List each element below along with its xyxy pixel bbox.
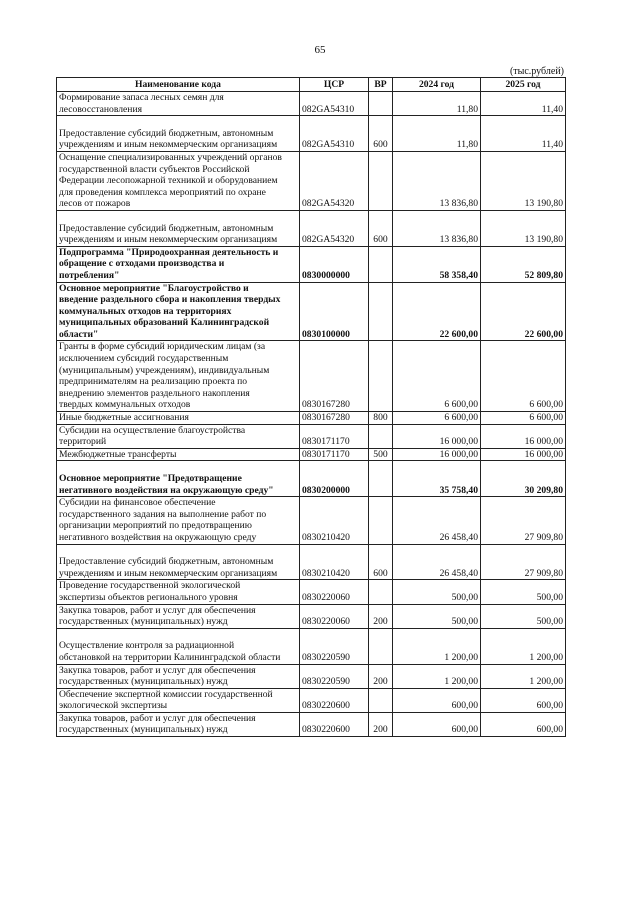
row-csr: 0830171170 bbox=[300, 448, 369, 461]
row-2025: 6 600,00 bbox=[481, 341, 566, 412]
row-2025: 16 000,00 bbox=[481, 448, 566, 461]
row-name-line: области" bbox=[59, 328, 99, 340]
row-vr bbox=[369, 688, 393, 712]
row-2025: 13 190,80 bbox=[481, 151, 566, 210]
row-2025: 11,40 bbox=[481, 116, 566, 152]
row-csr: 0830220600 bbox=[300, 688, 369, 712]
row-name-line: обращение с отходами производства и bbox=[59, 258, 225, 270]
row-csr: 0830220590 bbox=[300, 664, 369, 688]
row-2025: 13 190,80 bbox=[481, 210, 566, 246]
row-2025: 27 909,80 bbox=[481, 497, 566, 544]
row-name-line: учреждениям и иным некоммерческим организациям bbox=[59, 139, 278, 151]
row-name-line: лесовосстановления bbox=[59, 103, 142, 115]
row-vr bbox=[369, 246, 393, 282]
row-csr: 082GA54310 bbox=[300, 92, 369, 116]
row-2024: 16 000,00 bbox=[393, 448, 481, 461]
table-row bbox=[57, 664, 566, 688]
table-row bbox=[57, 688, 566, 712]
row-name bbox=[57, 412, 300, 425]
row-name-line: учреждениям и иным некоммерческим организациям bbox=[59, 234, 278, 246]
row-2025: 22 600,00 bbox=[481, 282, 566, 341]
row-name-line: учреждениям и иным некоммерческим организациям bbox=[59, 567, 278, 579]
row-csr: 0830167280 bbox=[300, 341, 369, 412]
row-name-line: Иные бюджетные ассигнования bbox=[59, 412, 189, 424]
row-2025: 27 909,80 bbox=[481, 544, 566, 580]
row-2025: 11,40 bbox=[481, 92, 566, 116]
table-row bbox=[57, 116, 566, 152]
row-csr: 0830171170 bbox=[300, 424, 369, 448]
row-csr: 0830220600 bbox=[300, 712, 369, 736]
row-name bbox=[57, 92, 300, 116]
table-row bbox=[57, 341, 566, 412]
row-2024: 58 358,40 bbox=[393, 246, 481, 282]
header-name: Наименование кода bbox=[57, 78, 300, 92]
header-csr: ЦСР bbox=[300, 78, 369, 92]
row-name-line: Предоставление субсидий бюджетным, автономным bbox=[59, 556, 274, 568]
table-row bbox=[57, 712, 566, 736]
table-row bbox=[57, 424, 566, 448]
row-name-line: Закупка товаров, работ и услуг для обеспечения bbox=[59, 604, 256, 616]
row-name-line: Закупка товаров, работ и услуг для обеспечения bbox=[59, 664, 256, 676]
row-name-line: для проведения комплекса мероприятий по охране bbox=[59, 186, 266, 198]
row-name bbox=[57, 604, 300, 628]
row-name-line: Предоставление субсидий бюджетным, автономным bbox=[59, 222, 274, 234]
row-vr bbox=[369, 461, 393, 497]
row-name-line: негативного воздействия на окружающую среду bbox=[59, 531, 257, 543]
row-name bbox=[57, 448, 300, 461]
row-vr: 500 bbox=[369, 448, 393, 461]
row-2025: 500,00 bbox=[481, 580, 566, 604]
row-name-line: территорий bbox=[59, 436, 107, 448]
row-vr: 200 bbox=[369, 604, 393, 628]
row-csr: 0830220590 bbox=[300, 628, 369, 664]
table-row bbox=[57, 544, 566, 580]
row-name-line: экспертизы объектов регионального уровня bbox=[59, 591, 238, 603]
row-2024: 500,00 bbox=[393, 580, 481, 604]
row-2024: 35 758,40 bbox=[393, 461, 481, 497]
row-name-line: Предоставление субсидий бюджетным, автономным bbox=[59, 127, 274, 139]
row-csr: 0830210420 bbox=[300, 497, 369, 544]
row-name-line: (муниципальным) учреждениям), индивидуальным bbox=[59, 364, 270, 376]
row-vr bbox=[369, 497, 393, 544]
row-2024: 11,80 bbox=[393, 92, 481, 116]
row-name-line: исключением субсидий государственным bbox=[59, 353, 229, 365]
row-name-line: обстановкой на территории Калининградской области bbox=[59, 651, 281, 663]
row-csr: 0830200000 bbox=[300, 461, 369, 497]
row-name-line: Гранты в форме субсидий юридическим лицам (за bbox=[59, 341, 266, 353]
row-vr: 200 bbox=[369, 664, 393, 688]
budget-table bbox=[56, 77, 566, 737]
row-2025: 600,00 bbox=[481, 712, 566, 736]
row-2024: 26 458,40 bbox=[393, 497, 481, 544]
row-name-line: потребления" bbox=[59, 269, 120, 281]
row-2025: 30 209,80 bbox=[481, 461, 566, 497]
row-name-line: Обеспечение экспертной комиссии государственной bbox=[59, 688, 273, 700]
row-2025: 500,00 bbox=[481, 604, 566, 628]
row-name-line bbox=[59, 116, 297, 128]
row-name bbox=[57, 544, 300, 580]
row-2025: 1 200,00 bbox=[481, 628, 566, 664]
row-2024: 500,00 bbox=[393, 604, 481, 628]
row-name-line: Субсидии на осуществление благоустройства bbox=[59, 424, 246, 436]
row-name-line: государственной власти субъектов Российской bbox=[59, 163, 250, 175]
row-2024: 600,00 bbox=[393, 712, 481, 736]
row-2024: 6 600,00 bbox=[393, 341, 481, 412]
row-name bbox=[57, 210, 300, 246]
row-2025: 52 809,80 bbox=[481, 246, 566, 282]
row-name-line bbox=[59, 545, 297, 557]
row-2024: 26 458,40 bbox=[393, 544, 481, 580]
table-row bbox=[57, 448, 566, 461]
row-name-line bbox=[59, 461, 297, 473]
row-2024: 1 200,00 bbox=[393, 664, 481, 688]
row-name-line: введение раздельного сбора и накопления твердых bbox=[59, 294, 281, 306]
row-csr: 0830220060 bbox=[300, 604, 369, 628]
row-name bbox=[57, 497, 300, 544]
row-name-line: организации мероприятий по предотвращению bbox=[59, 520, 252, 532]
row-name-line: государственного задания на выполнение работ по bbox=[59, 508, 267, 520]
row-name-line: внедрению элементов раздельного накопления bbox=[59, 387, 250, 399]
row-name bbox=[57, 712, 300, 736]
row-vr bbox=[369, 92, 393, 116]
table-row bbox=[57, 246, 566, 282]
row-vr bbox=[369, 151, 393, 210]
row-name-line: Межбюджетные трансферты bbox=[59, 448, 177, 460]
row-vr: 800 bbox=[369, 412, 393, 425]
row-2024: 600,00 bbox=[393, 688, 481, 712]
table-row bbox=[57, 628, 566, 664]
units-label: (тыс.рублей) bbox=[509, 66, 564, 77]
table-body bbox=[57, 92, 566, 737]
row-vr bbox=[369, 628, 393, 664]
row-name-line: твердых коммунальных отходов bbox=[59, 399, 191, 411]
row-csr: 082GA54310 bbox=[300, 116, 369, 152]
row-name-line: Подпрограмма "Природоохранная деятельность и bbox=[59, 246, 279, 258]
row-name bbox=[57, 282, 300, 341]
table-row bbox=[57, 604, 566, 628]
row-name-line: Субсидии на финансовое обеспечение bbox=[59, 497, 216, 509]
row-vr: 600 bbox=[369, 116, 393, 152]
row-name-line: Проведение государственной экологической bbox=[59, 580, 241, 592]
header-2025: 2025 год bbox=[481, 78, 566, 92]
row-vr: 200 bbox=[369, 712, 393, 736]
page-number: 65 bbox=[314, 44, 326, 56]
row-vr bbox=[369, 341, 393, 412]
row-name bbox=[57, 424, 300, 448]
table-row bbox=[57, 92, 566, 116]
row-2025: 16 000,00 bbox=[481, 424, 566, 448]
row-csr: 0830220060 bbox=[300, 580, 369, 604]
row-vr bbox=[369, 580, 393, 604]
row-name-line: коммунальных отходов на территориях bbox=[59, 305, 232, 317]
row-name-line: негативного воздействия на окружающую среду" bbox=[59, 484, 274, 496]
row-vr: 600 bbox=[369, 210, 393, 246]
row-name bbox=[57, 151, 300, 210]
table-row bbox=[57, 282, 566, 341]
row-vr bbox=[369, 424, 393, 448]
row-csr: 0830167280 bbox=[300, 412, 369, 425]
row-name-line: Основное мероприятие "Благоустройство и bbox=[59, 282, 249, 294]
row-name-line: предпринимателям на реализацию проекта по bbox=[59, 376, 248, 388]
row-name-line: государственных (муниципальных) нужд bbox=[59, 676, 228, 688]
row-2024: 13 836,80 bbox=[393, 151, 481, 210]
row-csr: 0830210420 bbox=[300, 544, 369, 580]
row-2024: 16 000,00 bbox=[393, 424, 481, 448]
row-name bbox=[57, 628, 300, 664]
table-row bbox=[57, 461, 566, 497]
row-name-line: лесов от пожаров bbox=[59, 198, 131, 210]
row-name bbox=[57, 461, 300, 497]
header-vr: ВР bbox=[369, 78, 393, 92]
row-name bbox=[57, 246, 300, 282]
row-csr: 082GA54320 bbox=[300, 210, 369, 246]
row-2025: 600,00 bbox=[481, 688, 566, 712]
table-row bbox=[57, 497, 566, 544]
row-name bbox=[57, 580, 300, 604]
row-csr: 0830000000 bbox=[300, 246, 369, 282]
row-csr: 0830100000 bbox=[300, 282, 369, 341]
row-csr: 082GA54320 bbox=[300, 151, 369, 210]
row-2024: 22 600,00 bbox=[393, 282, 481, 341]
row-2025: 6 600,00 bbox=[481, 412, 566, 425]
table-header-row bbox=[57, 78, 566, 92]
row-2024: 6 600,00 bbox=[393, 412, 481, 425]
row-name-line: Федерации лесопожарной техникой и оборудованием bbox=[59, 175, 278, 187]
row-vr bbox=[369, 282, 393, 341]
row-2025: 1 200,00 bbox=[481, 664, 566, 688]
row-name bbox=[57, 688, 300, 712]
row-name-line: Оснащение специализированных учреждений органов bbox=[59, 151, 282, 163]
row-vr: 600 bbox=[369, 544, 393, 580]
row-name-line: Закупка товаров, работ и услуг для обеспечения bbox=[59, 712, 256, 724]
row-2024: 1 200,00 bbox=[393, 628, 481, 664]
row-name-line: экологической экспертизы bbox=[59, 700, 168, 712]
row-name-line: муниципальных образований Калининградской bbox=[59, 317, 270, 329]
table-row bbox=[57, 412, 566, 425]
row-name bbox=[57, 664, 300, 688]
row-name-line bbox=[59, 211, 297, 223]
table-row bbox=[57, 151, 566, 210]
row-2024: 11,80 bbox=[393, 116, 481, 152]
row-name-line: Формирование запаса лесных семян для bbox=[59, 92, 224, 103]
header-2024: 2024 год bbox=[393, 78, 481, 92]
row-name-line: Осуществление контроля за радиационной bbox=[59, 640, 235, 652]
table-row bbox=[57, 210, 566, 246]
row-name-line bbox=[59, 629, 297, 641]
row-name bbox=[57, 116, 300, 152]
row-name-line: Основное мероприятие "Предотвращение bbox=[59, 473, 242, 484]
row-name bbox=[57, 341, 300, 412]
row-2024: 13 836,80 bbox=[393, 210, 481, 246]
table-row bbox=[57, 580, 566, 604]
row-name-line: государственных (муниципальных) нужд bbox=[59, 724, 228, 736]
row-name-line: государственных (муниципальных) нужд bbox=[59, 616, 228, 628]
